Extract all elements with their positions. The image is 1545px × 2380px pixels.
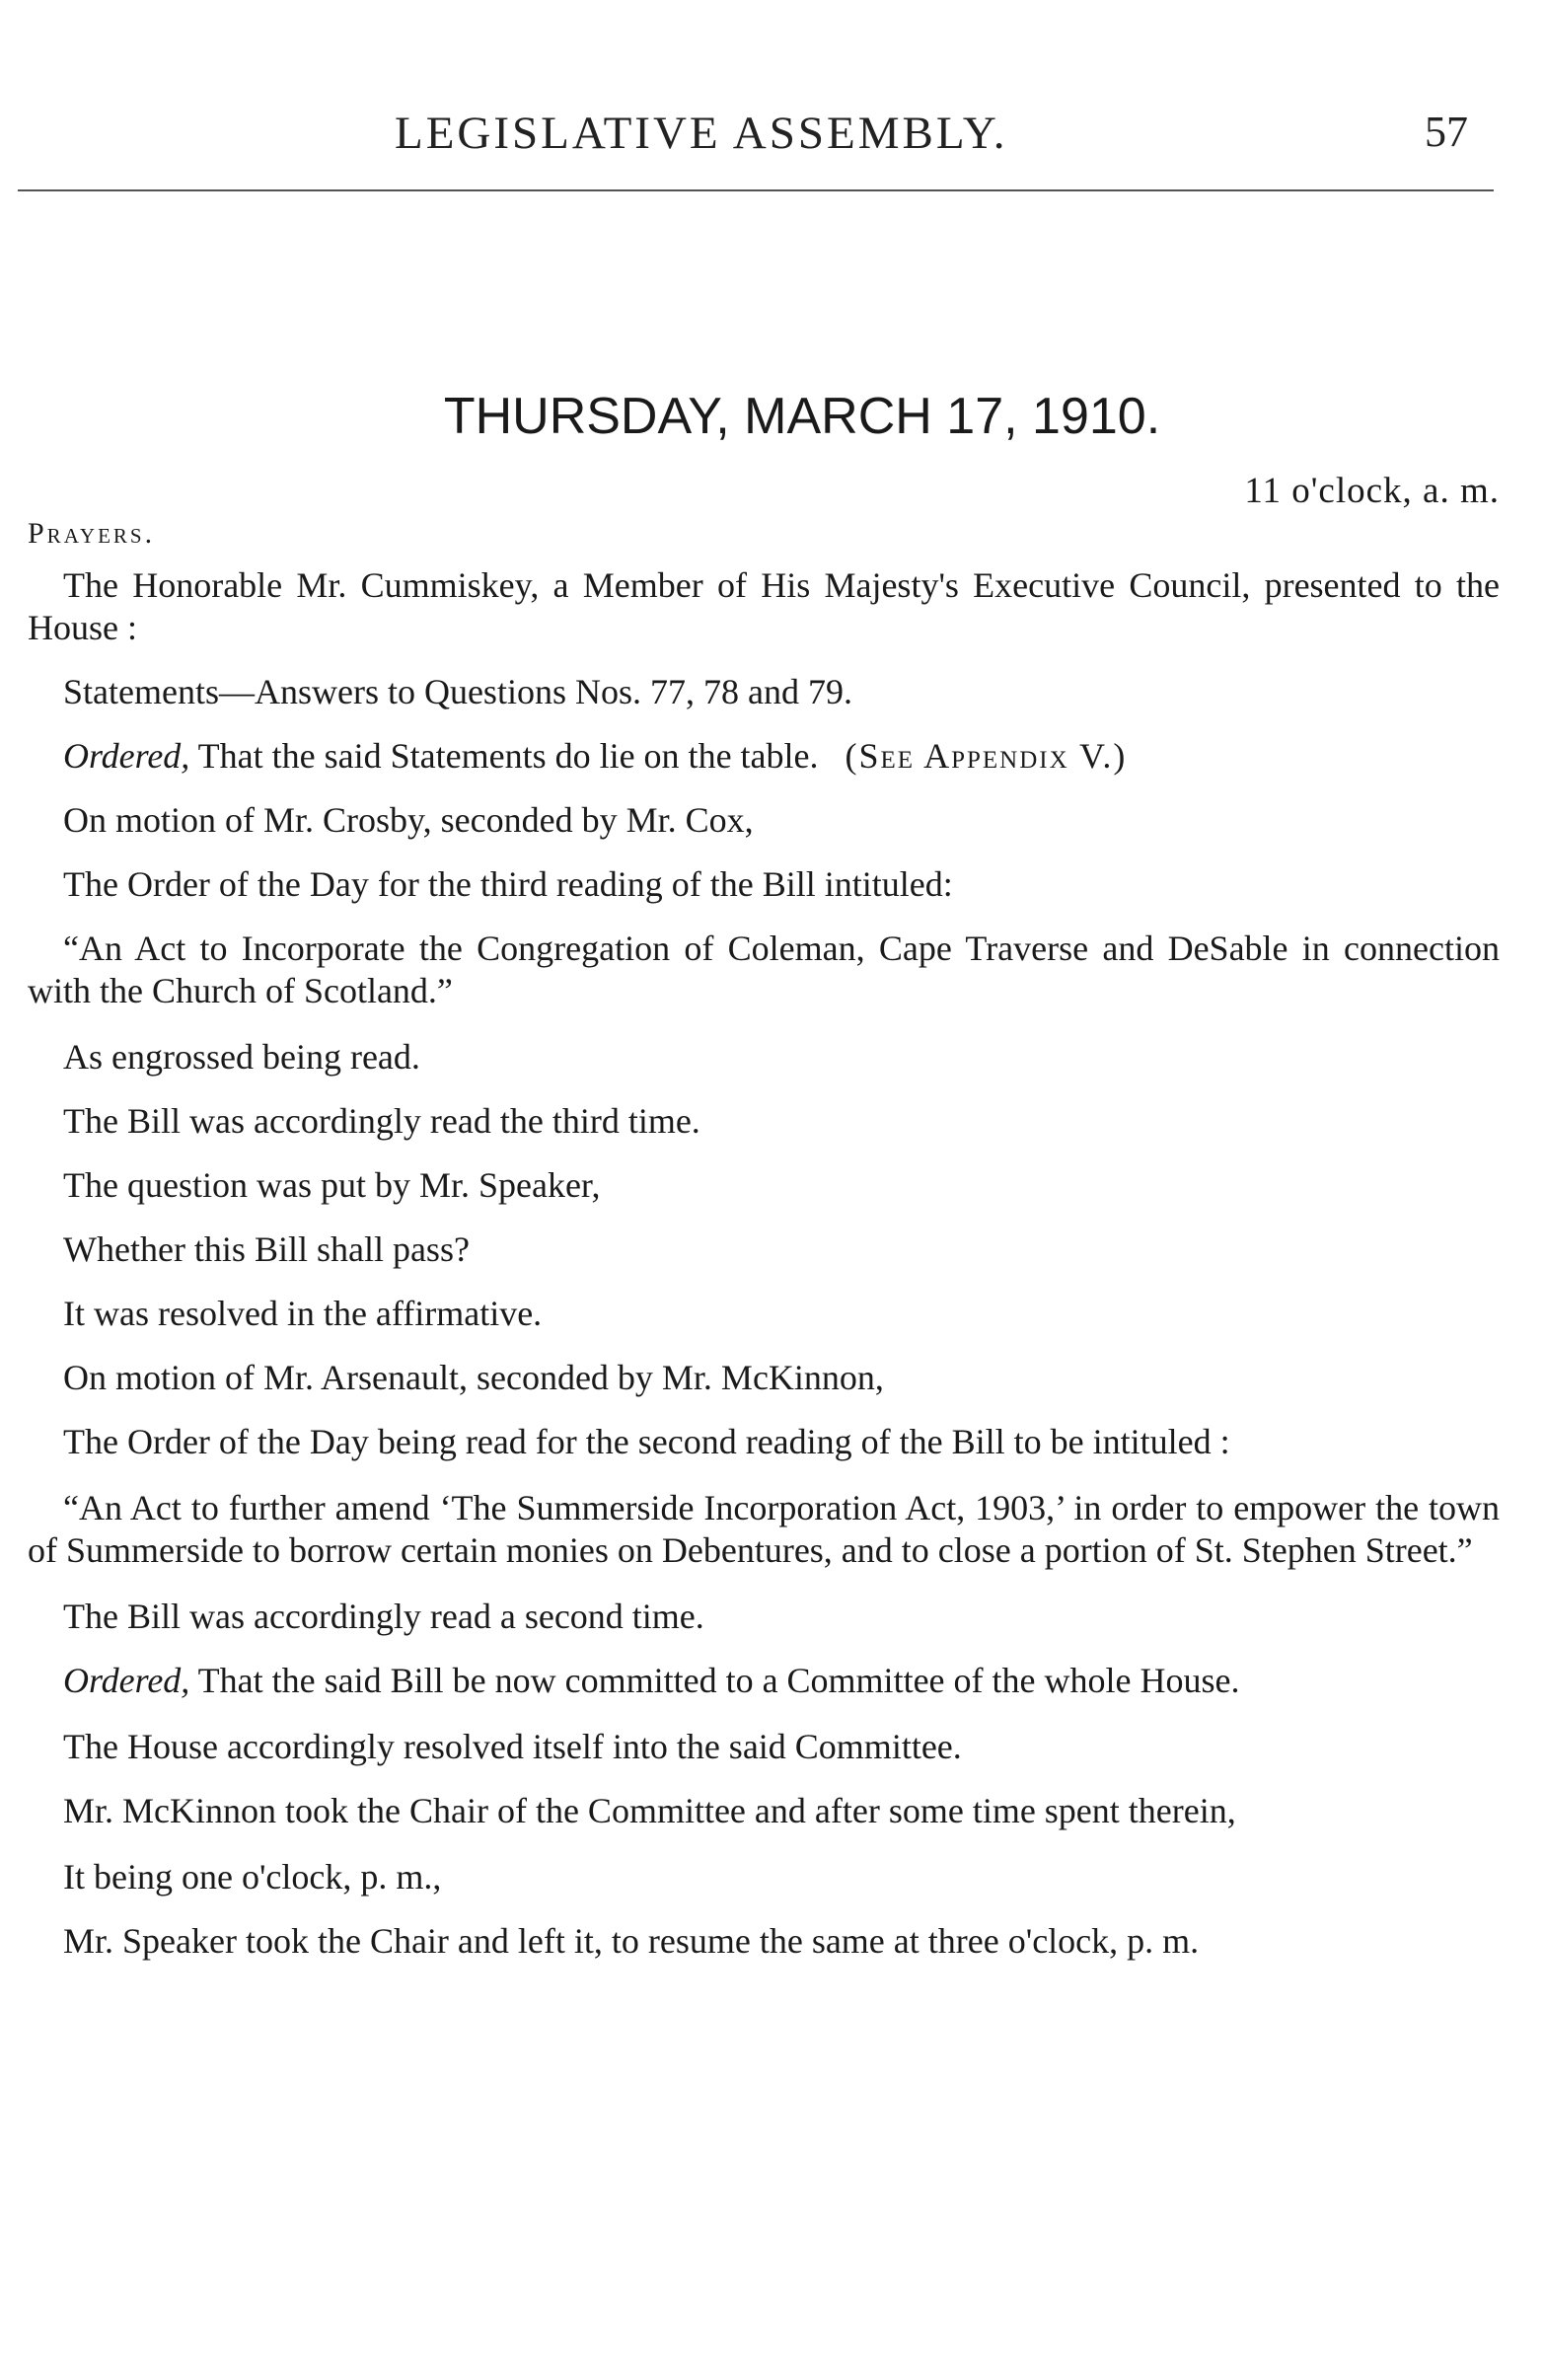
paragraph: On motion of Mr. Crosby, seconded by Mr. Cox,: [63, 800, 754, 840]
running-title: LEGISLATIVE ASSEMBLY.: [395, 108, 1008, 159]
paragraph: The Honorable Mr. Cummiskey, a Member of His Majesty's Executive Council, presented to the House :: [28, 565, 1500, 647]
paragraph: It was resolved in the affirmative.: [63, 1294, 543, 1333]
paragraph: The Order of the Day for the third reading of the Bill intituled:: [63, 864, 953, 904]
prayers-label: Prayers.: [28, 517, 156, 550]
paragraph: Whether this Bill shall pass?: [63, 1229, 470, 1269]
running-head: [0, 107, 1545, 166]
appendix-reference: (See Appendix V.): [845, 736, 1128, 776]
ordered-text: That the said Statements do lie on the table.: [189, 736, 819, 776]
paragraph: Statements—Answers to Questions Nos. 77, 78 and 79.: [63, 672, 852, 711]
paragraph: Mr. McKinnon took the Chair of the Committee and after some time spent therein,: [63, 1791, 1236, 1830]
sitting-time: 11 o'clock, a. m.: [1244, 471, 1500, 511]
paragraph: The question was put by Mr. Speaker,: [63, 1165, 601, 1205]
paragraph: The Bill was accordingly read a second time.: [63, 1597, 704, 1636]
paragraph-ordered: [28, 1660, 1500, 1702]
paragraph: The Bill was accordingly read the third time.: [63, 1101, 700, 1141]
journal-body: [28, 564, 1500, 1984]
paragraph: It being one o'clock, p. m.,: [63, 1857, 442, 1897]
header-rule: [18, 189, 1494, 191]
ordered-lead: Ordered,: [63, 736, 190, 776]
date-heading: THURSDAY, MARCH 17, 1910.: [443, 388, 1161, 445]
paragraph-ordered: [28, 735, 1500, 778]
ordered-lead: Ordered,: [63, 1661, 190, 1700]
ordered-text: That the said Bill be now committed to a Committee of the whole House.: [189, 1661, 1240, 1700]
bill-title: “An Act to Incorporate the Congregation of Coleman, Cape Traverse and DeSable in connection with the Church of Scotland.”: [28, 929, 1500, 1010]
paragraph: The House accordingly resolved itself into the said Committee.: [63, 1727, 962, 1766]
bill-title: “An Act to further amend ‘The Summerside Incorporation Act, 1903,’ in order to empower the town of Summerside to borrow certain monies on Debentures, and to close a portion of St. Stephen Street.”: [28, 1488, 1500, 1570]
paragraph: Mr. Speaker took the Chair and left it, to resume the same at three o'clock, p. m.: [63, 1921, 1200, 1961]
paragraph: The Order of the Day being read for the second reading of the Bill to be intituled :: [63, 1422, 1230, 1461]
page-number: 57: [1425, 108, 1468, 156]
paragraph: As engrossed being read.: [63, 1037, 420, 1077]
paragraph: On motion of Mr. Arsenault, seconded by Mr. McKinnon,: [63, 1358, 884, 1397]
